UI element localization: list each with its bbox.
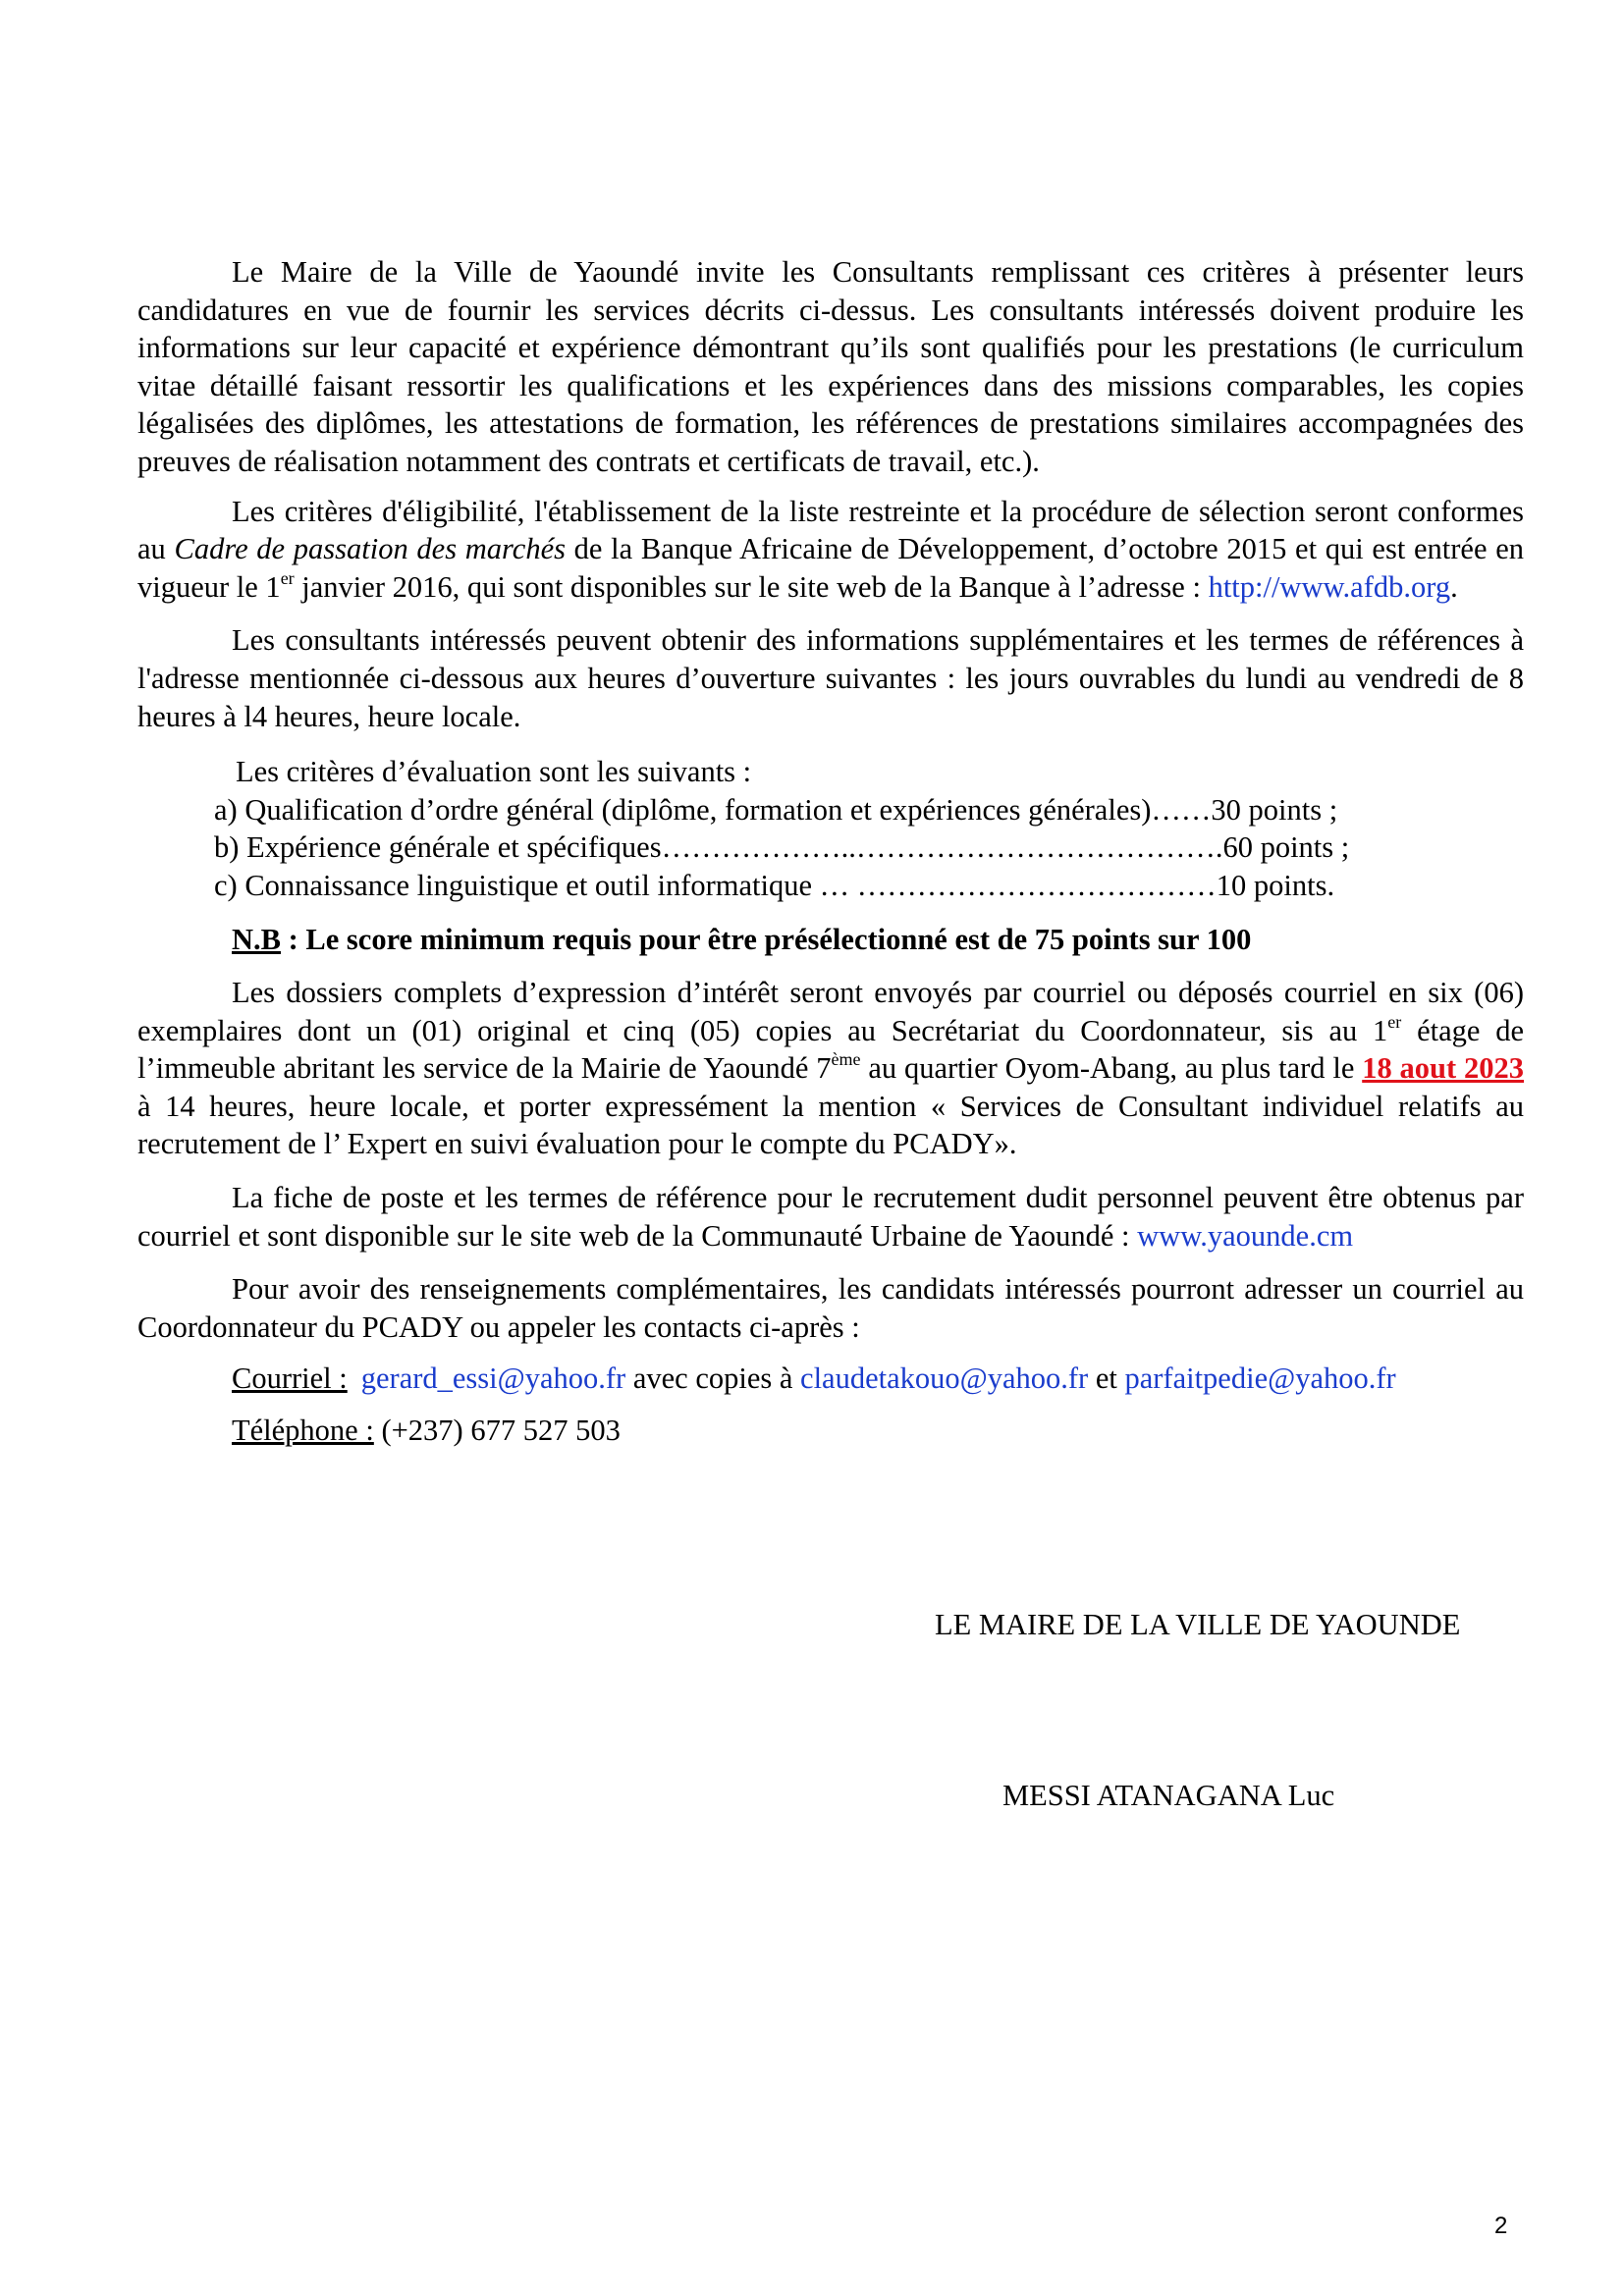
page-number: 2 <box>1494 2213 1508 2239</box>
email-label: Courriel : <box>232 1362 348 1396</box>
criteria-item-text: b) Expérience générale et spécifiques………………..……………………………….60 points ; <box>214 830 1350 865</box>
submission-superscript-1: er <box>1387 1011 1402 1032</box>
criteria-item-text: a) Qualification d’ordre général (diplôme, formation et expériences générales)……30 points ; <box>214 792 1338 827</box>
email-contacts <box>137 1360 1524 1398</box>
criteria-item-a <box>137 791 1461 829</box>
phone-contact <box>137 1412 1524 1450</box>
email-copies-text: avec copies à <box>625 1362 801 1396</box>
job-description-text: La fiche de poste et les termes de référence pour le recrutement dudit personnel peuvent être obtenus par courriel et sont disponible sur le site web de la Communauté Urbaine de Yaoundé : <box>137 1181 1524 1253</box>
signature-title: LE MAIRE DE LA VILLE DE YAOUNDE <box>935 1608 1461 1641</box>
eligibility-italic-title: Cadre de passation des marchés <box>174 532 566 566</box>
email-link-parfait[interactable]: parfaitpedie@yahoo.fr <box>1124 1362 1396 1396</box>
eligibility-text-b: de la Banque Africaine de Développement, d’octobre 2015 et qui est entrée en vigueur le 1 <box>137 532 1524 604</box>
document-body <box>137 253 1524 1450</box>
email-link-claude[interactable]: claudetakouo@yahoo.fr <box>800 1362 1089 1396</box>
eligibility-text-c: janvier 2016, qui sont disponibles sur le site web de la Banque à l’adresse : <box>294 569 1209 604</box>
eligibility-text-d: . <box>1450 569 1458 604</box>
paragraph-job-description <box>137 1179 1524 1255</box>
paragraph-submission <box>137 974 1524 1163</box>
submission-text-b: étage de l’immeuble abritant les service de la Mairie de Yaoundé 7 <box>137 1013 1524 1086</box>
submission-text-d: à 14 heures, heure locale, et porter expressément la mention « Services de Consultant individuel relatifs au recrutement de l’ Expert en suivi évaluation pour le compte du PCADY». <box>137 1089 1524 1161</box>
signature-name: MESSI ATANAGANA Luc <box>1002 1779 1335 1812</box>
eligibility-superscript: er <box>280 567 295 588</box>
phone-number: (+237) 677 527 503 <box>373 1414 621 1448</box>
criteria-title: Les critères d’évaluation sont les suivants : <box>236 755 752 789</box>
paragraph-eligibility <box>137 493 1524 607</box>
criteria-item-text: c) Connaissance linguistique et outil informatique … ………………………………10 points. <box>214 868 1335 902</box>
nb-note <box>137 921 1524 959</box>
deadline-date: 18 aout 2023 <box>1362 1051 1524 1086</box>
criteria-item-b <box>137 828 1461 867</box>
nb-label: N.B <box>232 922 281 956</box>
email-link-gerard[interactable]: gerard_essi@yahoo.fr <box>360 1362 626 1396</box>
yaounde-link[interactable]: www.yaounde.cm <box>1137 1218 1354 1253</box>
nb-text: : Le score minimum requis pour être présélectionné est de 75 points sur 100 <box>281 922 1252 956</box>
paragraph-invitation: Le Maire de la Ville de Yaoundé invite les Consultants remplissant ces critères à présenter leurs candidatures en vue de fournir les services décrits ci-dessus. Les consultants intéressés doivent produire les informations sur leur capacité et expérience démontrant qu’ils sont qualifiés pour les prestations (le curriculum vitae détaillé faisant ressortir les qualifications et les expériences dans des missions comparables, les copies légalisées des diplômes, les attestations de formation, les références de prestations similaires accompagnées des preuves de réalisation notamment des contrats et certificats de travail, etc.). <box>137 255 1524 478</box>
submission-text-c: au quartier Oyom-Abang, au plus tard le <box>860 1051 1363 1086</box>
criteria-item-c <box>137 867 1461 905</box>
phone-label: Téléphone : <box>232 1414 374 1448</box>
email-and-text: et <box>1088 1362 1125 1396</box>
eligibility-text-a: Les critères d'éligibilité, l'établissement de la liste restreinte et la procédure de sélection seront conformes au <box>137 494 1524 566</box>
submission-superscript-2: ème <box>831 1049 861 1070</box>
submission-text-a: Les dossiers complets d’expression d’intérêt seront envoyés par courriel ou déposés courriel en six (06) exemplaires dont un (01) original et cinq (05) copies au Secrétariat du Coordonnateur, sis au 1 <box>137 976 1524 1047</box>
paragraph-contact-intro: Pour avoir des renseignements complémentaires, les candidats intéressés pourront adresser un courriel au Coordonnateur du PCADY ou appeler les contacts ci-après : <box>137 1272 1524 1344</box>
evaluation-criteria <box>137 753 1524 904</box>
afdb-link[interactable]: http://www.afdb.org <box>1208 569 1451 604</box>
paragraph-information: Les consultants intéressés peuvent obtenir des informations supplémentaires et les termes de références à l'adresse mentionnée ci-dessous aux heures d’ouverture suivantes : les jours ouvrables du lundi au vendredi de 8 heures à l4 heures, heure locale. <box>137 623 1524 733</box>
